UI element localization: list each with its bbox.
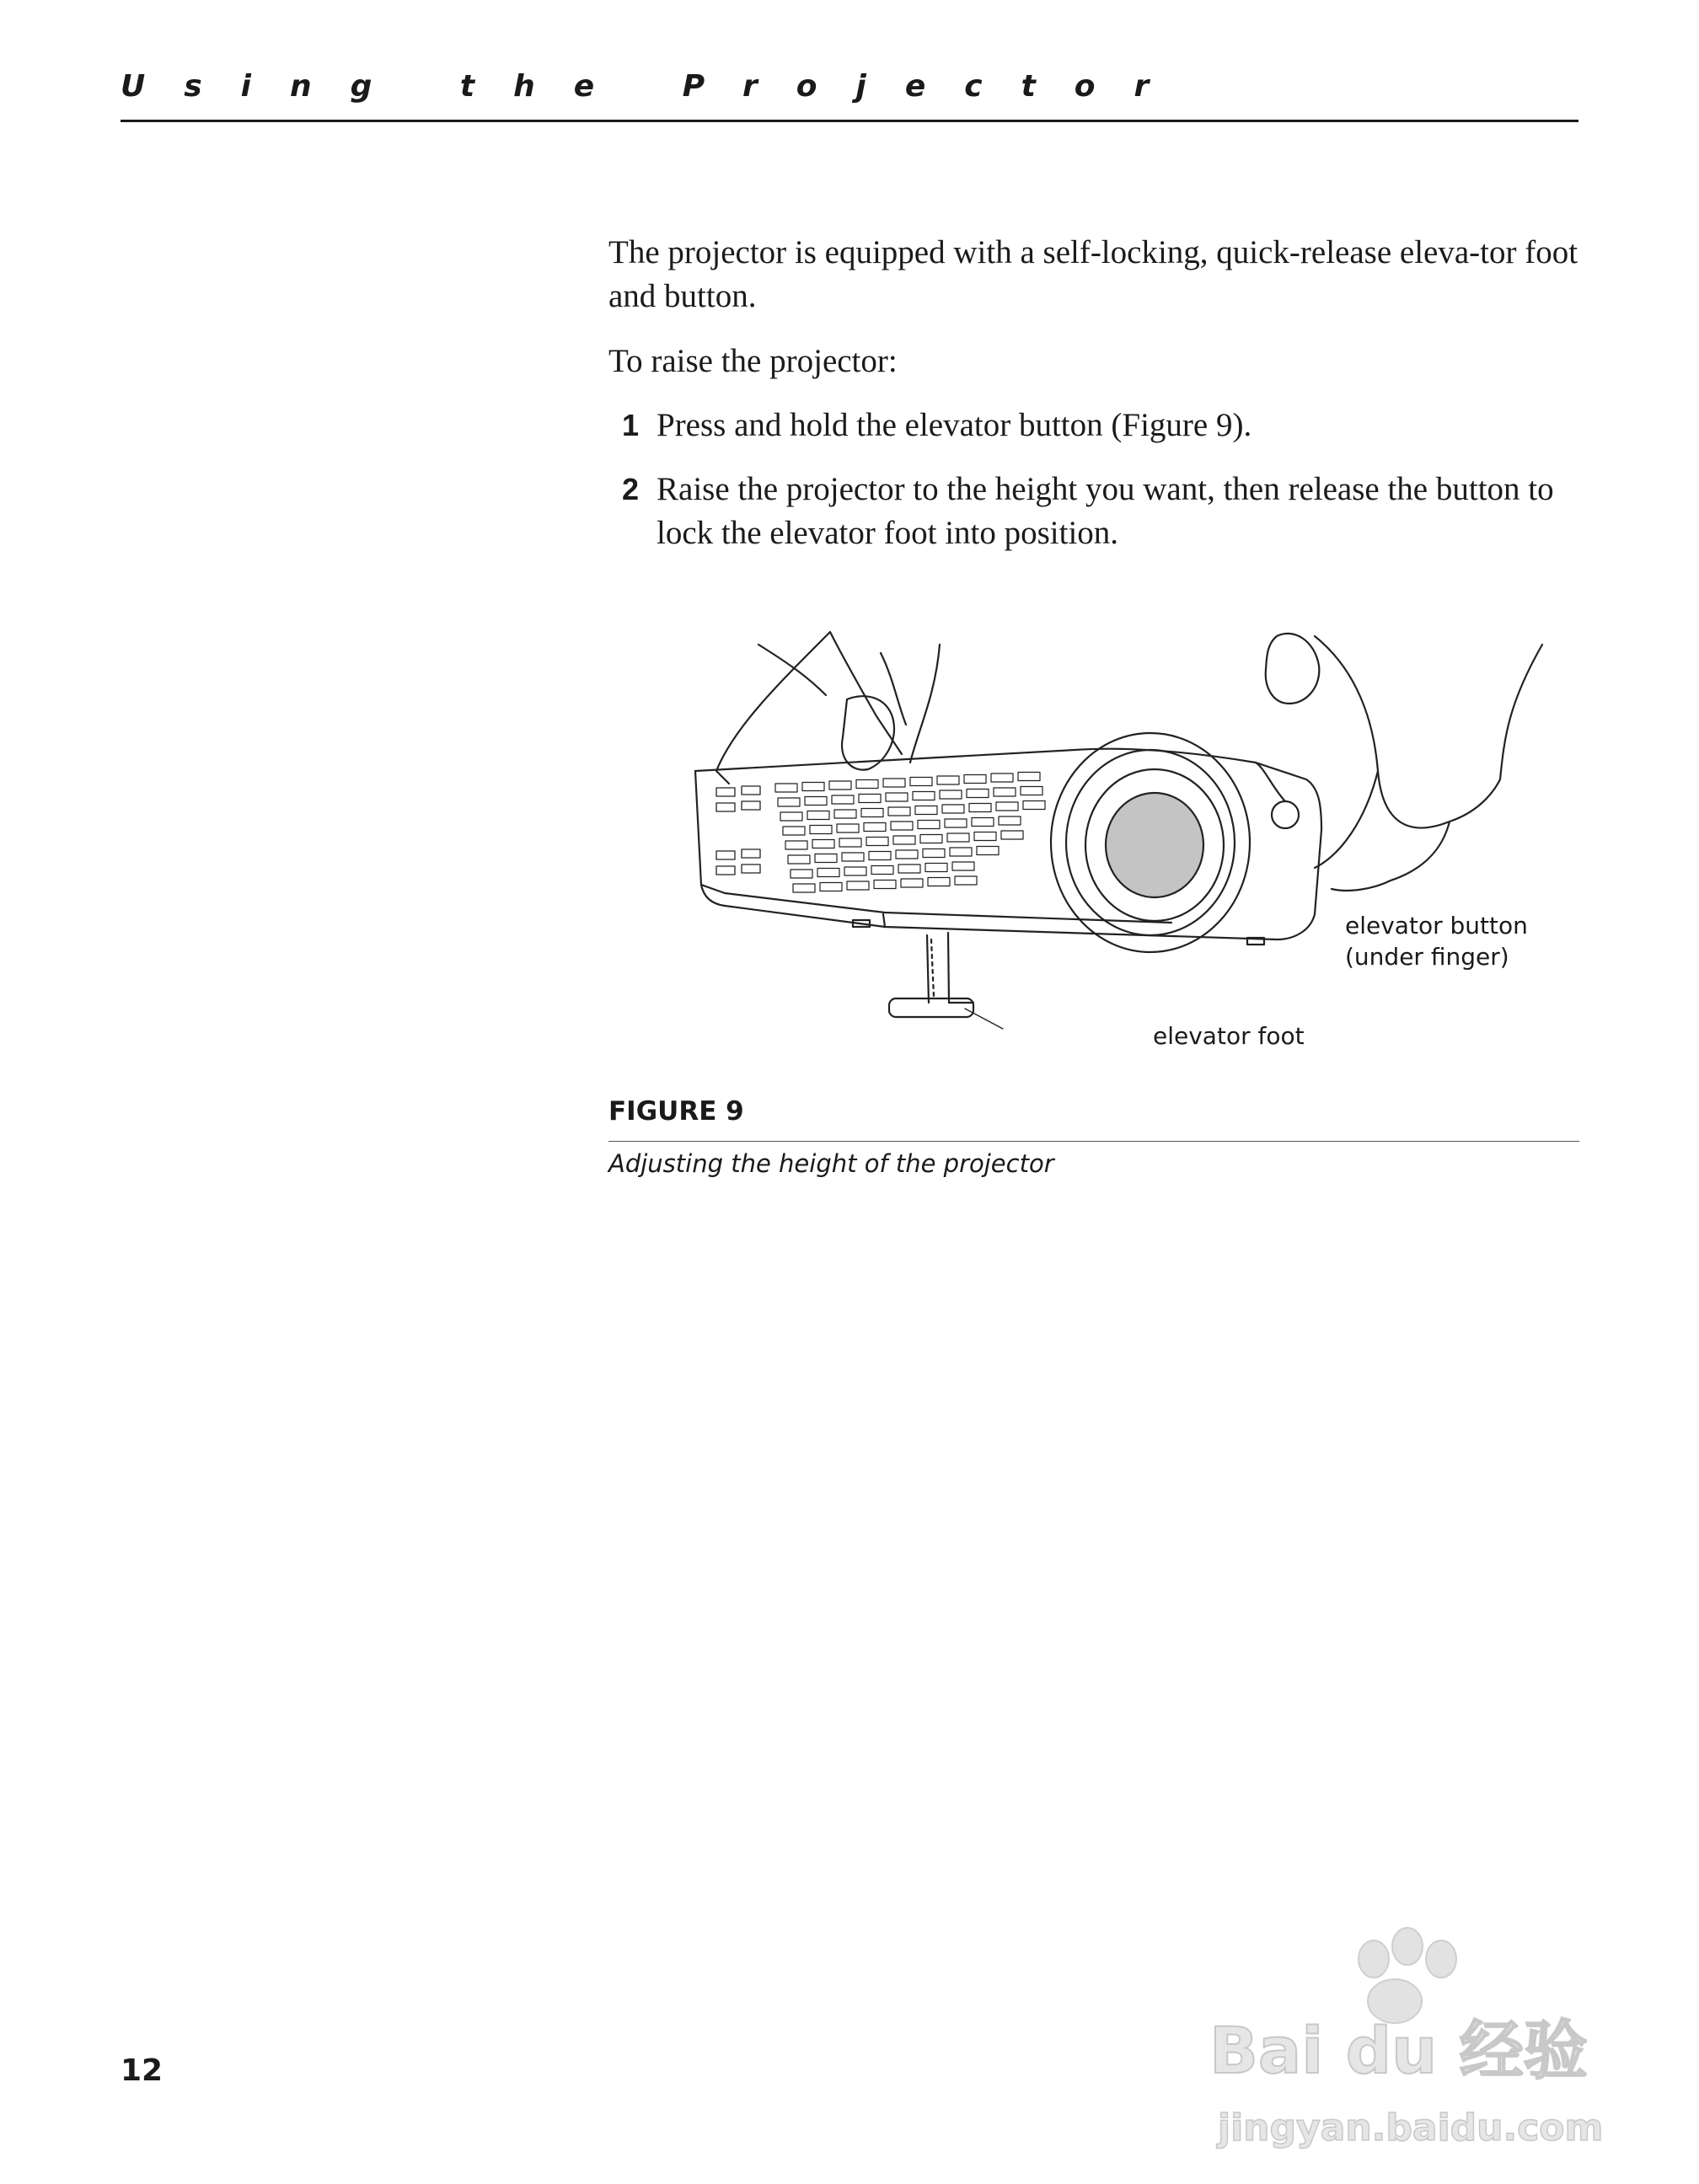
vent-slot — [775, 784, 797, 792]
callout-elevator-foot: elevator foot — [1153, 1022, 1305, 1050]
vent-slot — [972, 818, 994, 827]
step-text: Press and hold the elevator button (Figure 9). — [657, 407, 1252, 443]
vent-slot — [802, 783, 824, 791]
vent-slot — [955, 876, 977, 885]
vent-slot — [898, 864, 920, 873]
page-number: 12 — [121, 2053, 163, 2088]
vent-slot — [947, 833, 969, 842]
header-rule — [121, 120, 1578, 122]
vent-slot — [893, 836, 915, 844]
vent-slot — [969, 804, 991, 812]
foot-leader-line — [965, 1009, 1003, 1029]
vent-slot — [991, 774, 1013, 782]
vent-grille — [716, 786, 760, 875]
vent-slot — [861, 809, 883, 817]
right-hand — [1315, 636, 1542, 891]
vent-slot — [817, 869, 839, 877]
vent-slot — [778, 798, 800, 806]
vent-slot — [999, 816, 1021, 825]
vent-slot — [952, 862, 974, 870]
vent-slot — [869, 852, 891, 860]
vent-slot — [788, 855, 810, 864]
intro-paragraph: The projector is equipped with a self-locking, quick-release eleva-tor foot and button. — [608, 234, 1578, 314]
vent-slot — [967, 790, 989, 798]
vent-slot — [945, 819, 967, 827]
vent-slot — [812, 840, 834, 848]
vent-slot — [837, 824, 859, 832]
vent-slot — [994, 788, 1016, 796]
vent-slot — [780, 812, 802, 821]
figure-label: FIGURE 9 — [608, 1096, 744, 1127]
vent-slot — [783, 827, 805, 835]
vent-slot — [1018, 773, 1040, 781]
vent-slot — [842, 853, 864, 861]
vent-slot — [886, 793, 908, 801]
vent-slot — [913, 792, 935, 800]
vent-slot — [891, 822, 913, 830]
vent-slot — [785, 841, 807, 849]
vent-slot — [977, 847, 999, 855]
running-header: Using the Projector — [121, 69, 1188, 104]
vent-slot — [910, 778, 932, 786]
vent-slot — [834, 810, 856, 818]
projector-illustration — [666, 619, 1559, 1066]
step-number: 2 — [622, 472, 640, 506]
lead-in-paragraph: To raise the projector: — [608, 343, 898, 379]
figure-rule — [608, 1141, 1579, 1142]
vent-slot — [805, 797, 827, 806]
vent-slot — [793, 884, 815, 892]
vent-slot — [1021, 787, 1042, 795]
vent-slot — [820, 883, 842, 891]
elevator-foot — [889, 933, 973, 1017]
vent-slot — [940, 790, 962, 799]
vent-slot — [847, 881, 869, 890]
vent-slot — [883, 779, 905, 787]
vent-grid — [775, 773, 1045, 893]
vent-slot — [925, 864, 947, 872]
watermark-url: jingyan.baidu.com — [1218, 2106, 1604, 2149]
vent-slot — [942, 805, 964, 813]
vent-slot — [874, 881, 896, 889]
vent-slot — [859, 795, 881, 803]
vent-slot — [901, 879, 923, 887]
vent-slot — [950, 848, 972, 856]
vent-slot — [844, 867, 866, 875]
vent-slot — [896, 850, 918, 859]
vent-slot — [937, 776, 959, 784]
vent-slot — [791, 870, 812, 878]
vent-slot — [1023, 801, 1045, 810]
vent-slot — [839, 838, 861, 847]
right-thumb — [1266, 634, 1320, 704]
vent-slot — [918, 821, 940, 829]
vent-slot — [920, 835, 942, 843]
step-text: Raise the projector to the height you want, then release the button to lock the elevator foot into position. — [657, 471, 1554, 551]
vent-slot — [915, 806, 937, 815]
vent-slot — [923, 849, 945, 858]
step-number: 1 — [622, 408, 640, 442]
vent-slot — [815, 854, 837, 863]
vent-slot — [928, 878, 950, 886]
watermark-brand: Bai du 经验 — [1209, 2013, 1588, 2088]
callout-elevator-button: elevator button (under finger) — [1345, 912, 1528, 971]
figure-caption: Adjusting the height of the projector — [608, 1149, 1054, 1178]
vent-slot — [974, 832, 996, 841]
vent-slot — [807, 811, 829, 820]
vent-slot — [810, 826, 832, 834]
vent-slot — [996, 802, 1018, 811]
vent-slot — [864, 823, 886, 832]
vent-slot — [1001, 831, 1023, 839]
vent-slot — [871, 866, 893, 875]
vent-slot — [964, 775, 986, 784]
vent-slot — [866, 838, 888, 846]
vent-slot — [832, 795, 854, 804]
left-finger — [842, 696, 894, 769]
baidu-jingyan-watermark — [1201, 1925, 1614, 2170]
vent-slot — [856, 780, 878, 789]
vent-slot — [888, 807, 910, 816]
vent-slot — [829, 781, 851, 790]
